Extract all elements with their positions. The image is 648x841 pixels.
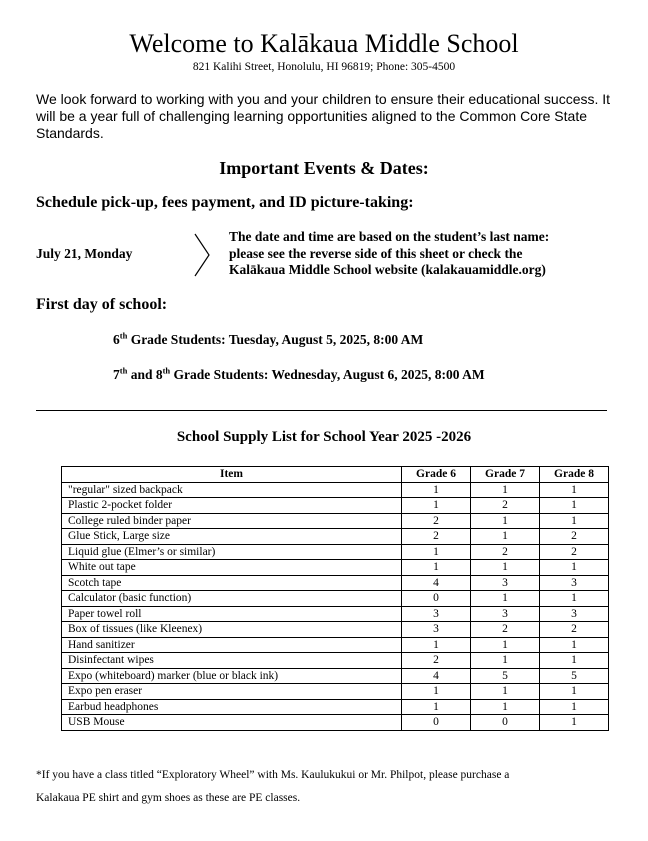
pickup-note [229, 229, 629, 279]
grade8-qty-cell: 1 [540, 482, 609, 498]
supply-item-cell: Liquid glue (Elmer’s or similar) [62, 544, 402, 560]
table-row [62, 575, 609, 591]
supply-item-cell: College ruled binder paper [62, 513, 402, 529]
grade8-qty-cell: 1 [540, 699, 609, 715]
grade8-qty-cell: 1 [540, 637, 609, 653]
footnote [36, 764, 596, 810]
supply-item-cell: Expo (whiteboard) marker (blue or black ink) [62, 668, 402, 684]
column-header-grade8: Grade 8 [540, 467, 609, 483]
pickup-note-line: please see the reverse side of this sheet or check the [229, 245, 523, 261]
school-address: 821 Kalihi Street, Honolulu, HI 96819; Phone: 305-4500 [192, 61, 456, 73]
grade6-qty-cell: 2 [402, 653, 471, 669]
table-row [62, 684, 609, 700]
grade8-qty-cell: 1 [540, 560, 609, 576]
table-row [62, 591, 609, 607]
grade6-qty-cell: 3 [402, 622, 471, 638]
grade6-qty-cell: 2 [402, 529, 471, 545]
grade6-start-date: 6th Grade Students: Tuesday, August 5, 2025, 8:00 AM [113, 330, 424, 347]
page-title: Welcome to Kalākaua Middle School [129, 29, 519, 58]
grade8-qty-cell: 1 [540, 653, 609, 669]
grade7-8-start-date: 7th and 8th Grade Students: Wednesday, August 6, 2025, 8:00 AM [113, 365, 485, 382]
grade8-qty-cell: 3 [540, 606, 609, 622]
table-row [62, 668, 609, 684]
first-day-heading: First day of school: [36, 296, 168, 313]
grade8-qty-cell: 5 [540, 668, 609, 684]
table-row [62, 544, 609, 560]
grade8-qty-cell: 1 [540, 513, 609, 529]
supply-item-cell: White out tape [62, 560, 402, 576]
grade8-qty-cell: 2 [540, 544, 609, 560]
schedule-heading: Schedule pick-up, fees payment, and ID picture-taking: [36, 194, 414, 211]
supply-item-cell: Scotch tape [62, 575, 402, 591]
table-row [62, 529, 609, 545]
column-header-item: Item [62, 467, 402, 483]
table-row [62, 560, 609, 576]
grade6-qty-cell: 4 [402, 575, 471, 591]
supply-item-cell: USB Mouse [62, 715, 402, 731]
grade6-qty-cell: 1 [402, 684, 471, 700]
grade7-qty-cell: 5 [471, 668, 540, 684]
footnote-line: Kalakaua PE shirt and gym shoes as these are PE classes. [36, 792, 301, 804]
grade7-qty-cell: 3 [471, 575, 540, 591]
grade8-qty-cell: 2 [540, 529, 609, 545]
pickup-note-line: The date and time are based on the student’s last name: [229, 229, 550, 244]
grade7-qty-cell: 0 [471, 715, 540, 731]
grade7-qty-cell: 1 [471, 699, 540, 715]
grade7-qty-cell: 1 [471, 637, 540, 653]
table-row [62, 482, 609, 498]
grade6-qty-cell: 1 [402, 560, 471, 576]
table-row [62, 699, 609, 715]
grade6-qty-cell: 1 [402, 637, 471, 653]
supply-item-cell: Glue Stick, Large size [62, 529, 402, 545]
table-row [62, 513, 609, 529]
chevron-right-icon [192, 232, 212, 278]
pickup-note-line: Kalākaua Middle School website (kalakauamiddle.org) [229, 262, 546, 277]
table-row [62, 637, 609, 653]
events-heading: Important Events & Dates: [219, 158, 429, 178]
table-row [62, 498, 609, 514]
grade8-qty-cell: 1 [540, 591, 609, 607]
grade7-qty-cell: 3 [471, 606, 540, 622]
grade8-qty-cell: 2 [540, 622, 609, 638]
supply-list-heading: School Supply List for School Year 2025 -2026 [176, 429, 472, 445]
supply-item-cell: Paper towel roll [62, 606, 402, 622]
grade6-qty-cell: 4 [402, 668, 471, 684]
supply-item-cell: Disinfectant wipes [62, 653, 402, 669]
supply-item-cell: "regular" sized backpack [62, 482, 402, 498]
grade6-qty-cell: 1 [402, 699, 471, 715]
grade6-qty-cell: 0 [402, 715, 471, 731]
grade7-qty-cell: 1 [471, 482, 540, 498]
intro-paragraph: We look forward to working with you and your children to ensure their educational success. It will be a year full of challenging learning opportunities aligned to the Common Core State Standards. [36, 91, 611, 141]
supply-item-cell: Expo pen eraser [62, 684, 402, 700]
pickup-date: July 21, Monday [36, 246, 133, 261]
grade6-qty-cell: 1 [402, 544, 471, 560]
grade7-qty-cell: 2 [471, 498, 540, 514]
grade7-qty-cell: 2 [471, 622, 540, 638]
grade7-qty-cell: 1 [471, 560, 540, 576]
grade7-qty-cell: 1 [471, 684, 540, 700]
table-row [62, 606, 609, 622]
column-header-grade7: Grade 7 [471, 467, 540, 483]
footnote-line: *If you have a class titled “Exploratory Wheel” with Ms. Kaulukukui or Mr. Philpot, please purchase a [36, 769, 510, 781]
grade8-qty-cell: 1 [540, 498, 609, 514]
grade6-qty-cell: 1 [402, 498, 471, 514]
grade7-qty-cell: 1 [471, 653, 540, 669]
supply-table [61, 466, 609, 731]
grade7-qty-cell: 1 [471, 513, 540, 529]
supply-item-cell: Plastic 2-pocket folder [62, 498, 402, 514]
grade6-qty-cell: 3 [402, 606, 471, 622]
supply-item-cell: Calculator (basic function) [62, 591, 402, 607]
table-row [62, 622, 609, 638]
grade6-qty-cell: 1 [402, 482, 471, 498]
table-header-row [62, 467, 609, 483]
grade6-qty-cell: 2 [402, 513, 471, 529]
grade8-qty-cell: 3 [540, 575, 609, 591]
grade7-qty-cell: 1 [471, 591, 540, 607]
grade8-qty-cell: 1 [540, 684, 609, 700]
grade7-qty-cell: 1 [471, 529, 540, 545]
grade7-qty-cell: 2 [471, 544, 540, 560]
table-row [62, 653, 609, 669]
grade6-qty-cell: 0 [402, 591, 471, 607]
section-divider [36, 410, 607, 411]
supply-item-cell: Box of tissues (like Kleenex) [62, 622, 402, 638]
supply-item-cell: Earbud headphones [62, 699, 402, 715]
column-header-grade6: Grade 6 [402, 467, 471, 483]
table-row [62, 715, 609, 731]
supply-item-cell: Hand sanitizer [62, 637, 402, 653]
grade8-qty-cell: 1 [540, 715, 609, 731]
